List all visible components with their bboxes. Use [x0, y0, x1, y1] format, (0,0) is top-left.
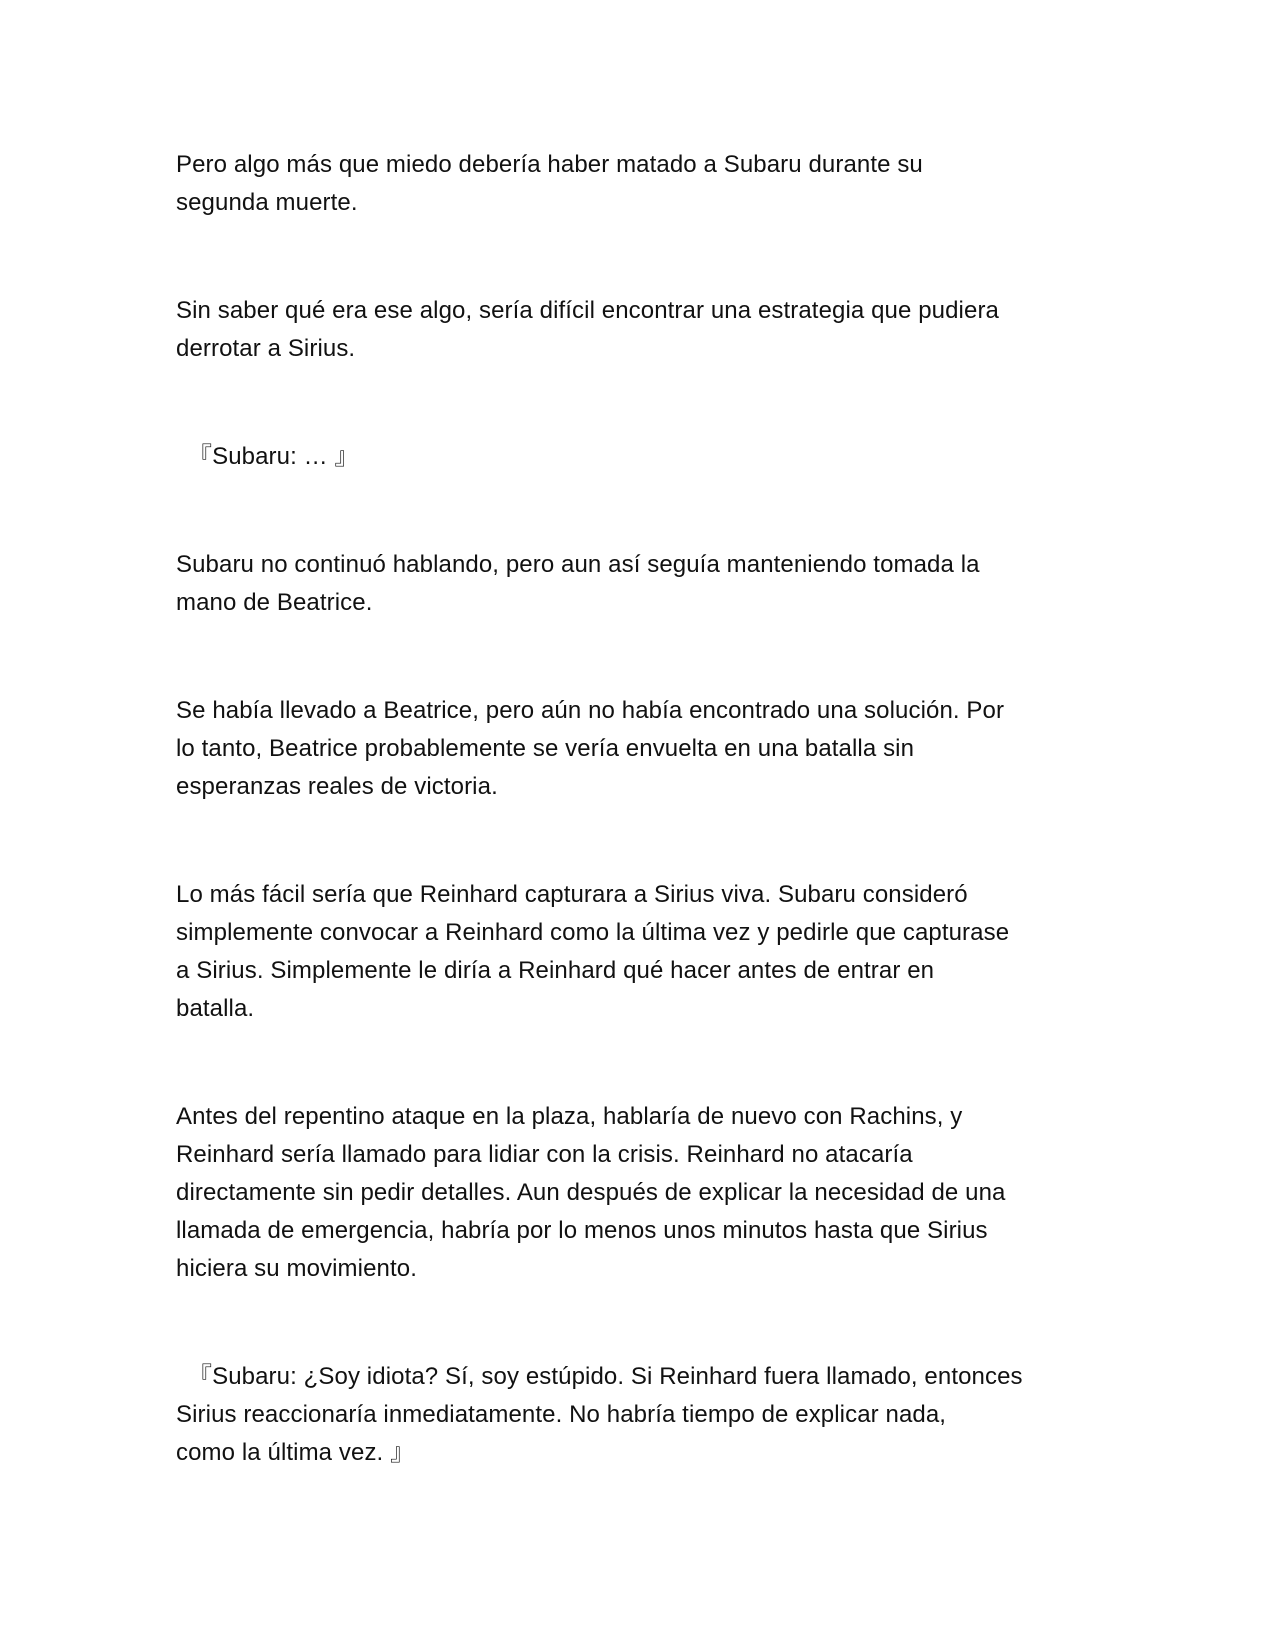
text-line: Se había llevado a Beatrice, pero aún no había encontrado una solución. Por	[176, 697, 1005, 724]
paragraph-4	[176, 692, 1096, 806]
text-line: simplemente convocar a Reinhard como la última vez y pedirle que capturase	[176, 919, 1010, 946]
paragraph-5	[176, 876, 1096, 1028]
text-line: llamada de emergencia, habría por lo menos unos minutos hasta que Sirius	[176, 1217, 988, 1244]
text-line: batalla.	[176, 995, 255, 1022]
text-line: derrotar a Sirius.	[176, 335, 356, 362]
text-line: Sin saber qué era ese algo, sería difícil encontrar una estrategia que pudiera	[176, 297, 999, 324]
text-line: Sirius reaccionaría inmediatamente. No habría tiempo de explicar nada,	[176, 1401, 947, 1428]
text-line: mano de Beatrice.	[176, 589, 373, 616]
dialogue-1	[176, 438, 1096, 476]
paragraph-1	[176, 146, 1096, 222]
text-line: directamente sin pedir detalles. Aun después de explicar la necesidad de una	[176, 1179, 1006, 1206]
text-line: segunda muerte.	[176, 189, 358, 216]
text-line: Antes del repentino ataque en la plaza, hablaría de nuevo con Rachins, y	[176, 1103, 963, 1130]
text-line: Lo más fácil sería que Reinhard capturara a Sirius viva. Subaru consideró	[176, 881, 968, 908]
paragraph-6	[176, 1098, 1096, 1288]
text-line: esperanzas reales de victoria.	[176, 773, 498, 800]
dialogue-2	[176, 1358, 1096, 1472]
text-line: hiciera su movimiento.	[176, 1255, 417, 1282]
text-line: a Sirius. Simplemente le diría a Reinhard qué hacer antes de entrar en	[176, 957, 935, 984]
text-line: como la última vez. 』	[176, 1439, 415, 1466]
text-line: Pero algo más que miedo debería haber matado a Subaru durante su	[176, 151, 923, 178]
paragraph-2	[176, 292, 1096, 368]
text-line: Reinhard sería llamado para lidiar con la crisis. Reinhard no atacaría	[176, 1141, 913, 1168]
paragraph-3	[176, 546, 1096, 622]
text-line: 『Subaru: … 』	[188, 443, 359, 470]
text-line: lo tanto, Beatrice probablemente se vería envuelta en una batalla sin	[176, 735, 915, 762]
text-line: 『Subaru: ¿Soy idiota? Sí, soy estúpido. Si Reinhard fuera llamado, entonces	[188, 1363, 1023, 1390]
document-body	[176, 146, 1096, 1472]
text-line: Subaru no continuó hablando, pero aun así seguía manteniendo tomada la	[176, 551, 980, 578]
